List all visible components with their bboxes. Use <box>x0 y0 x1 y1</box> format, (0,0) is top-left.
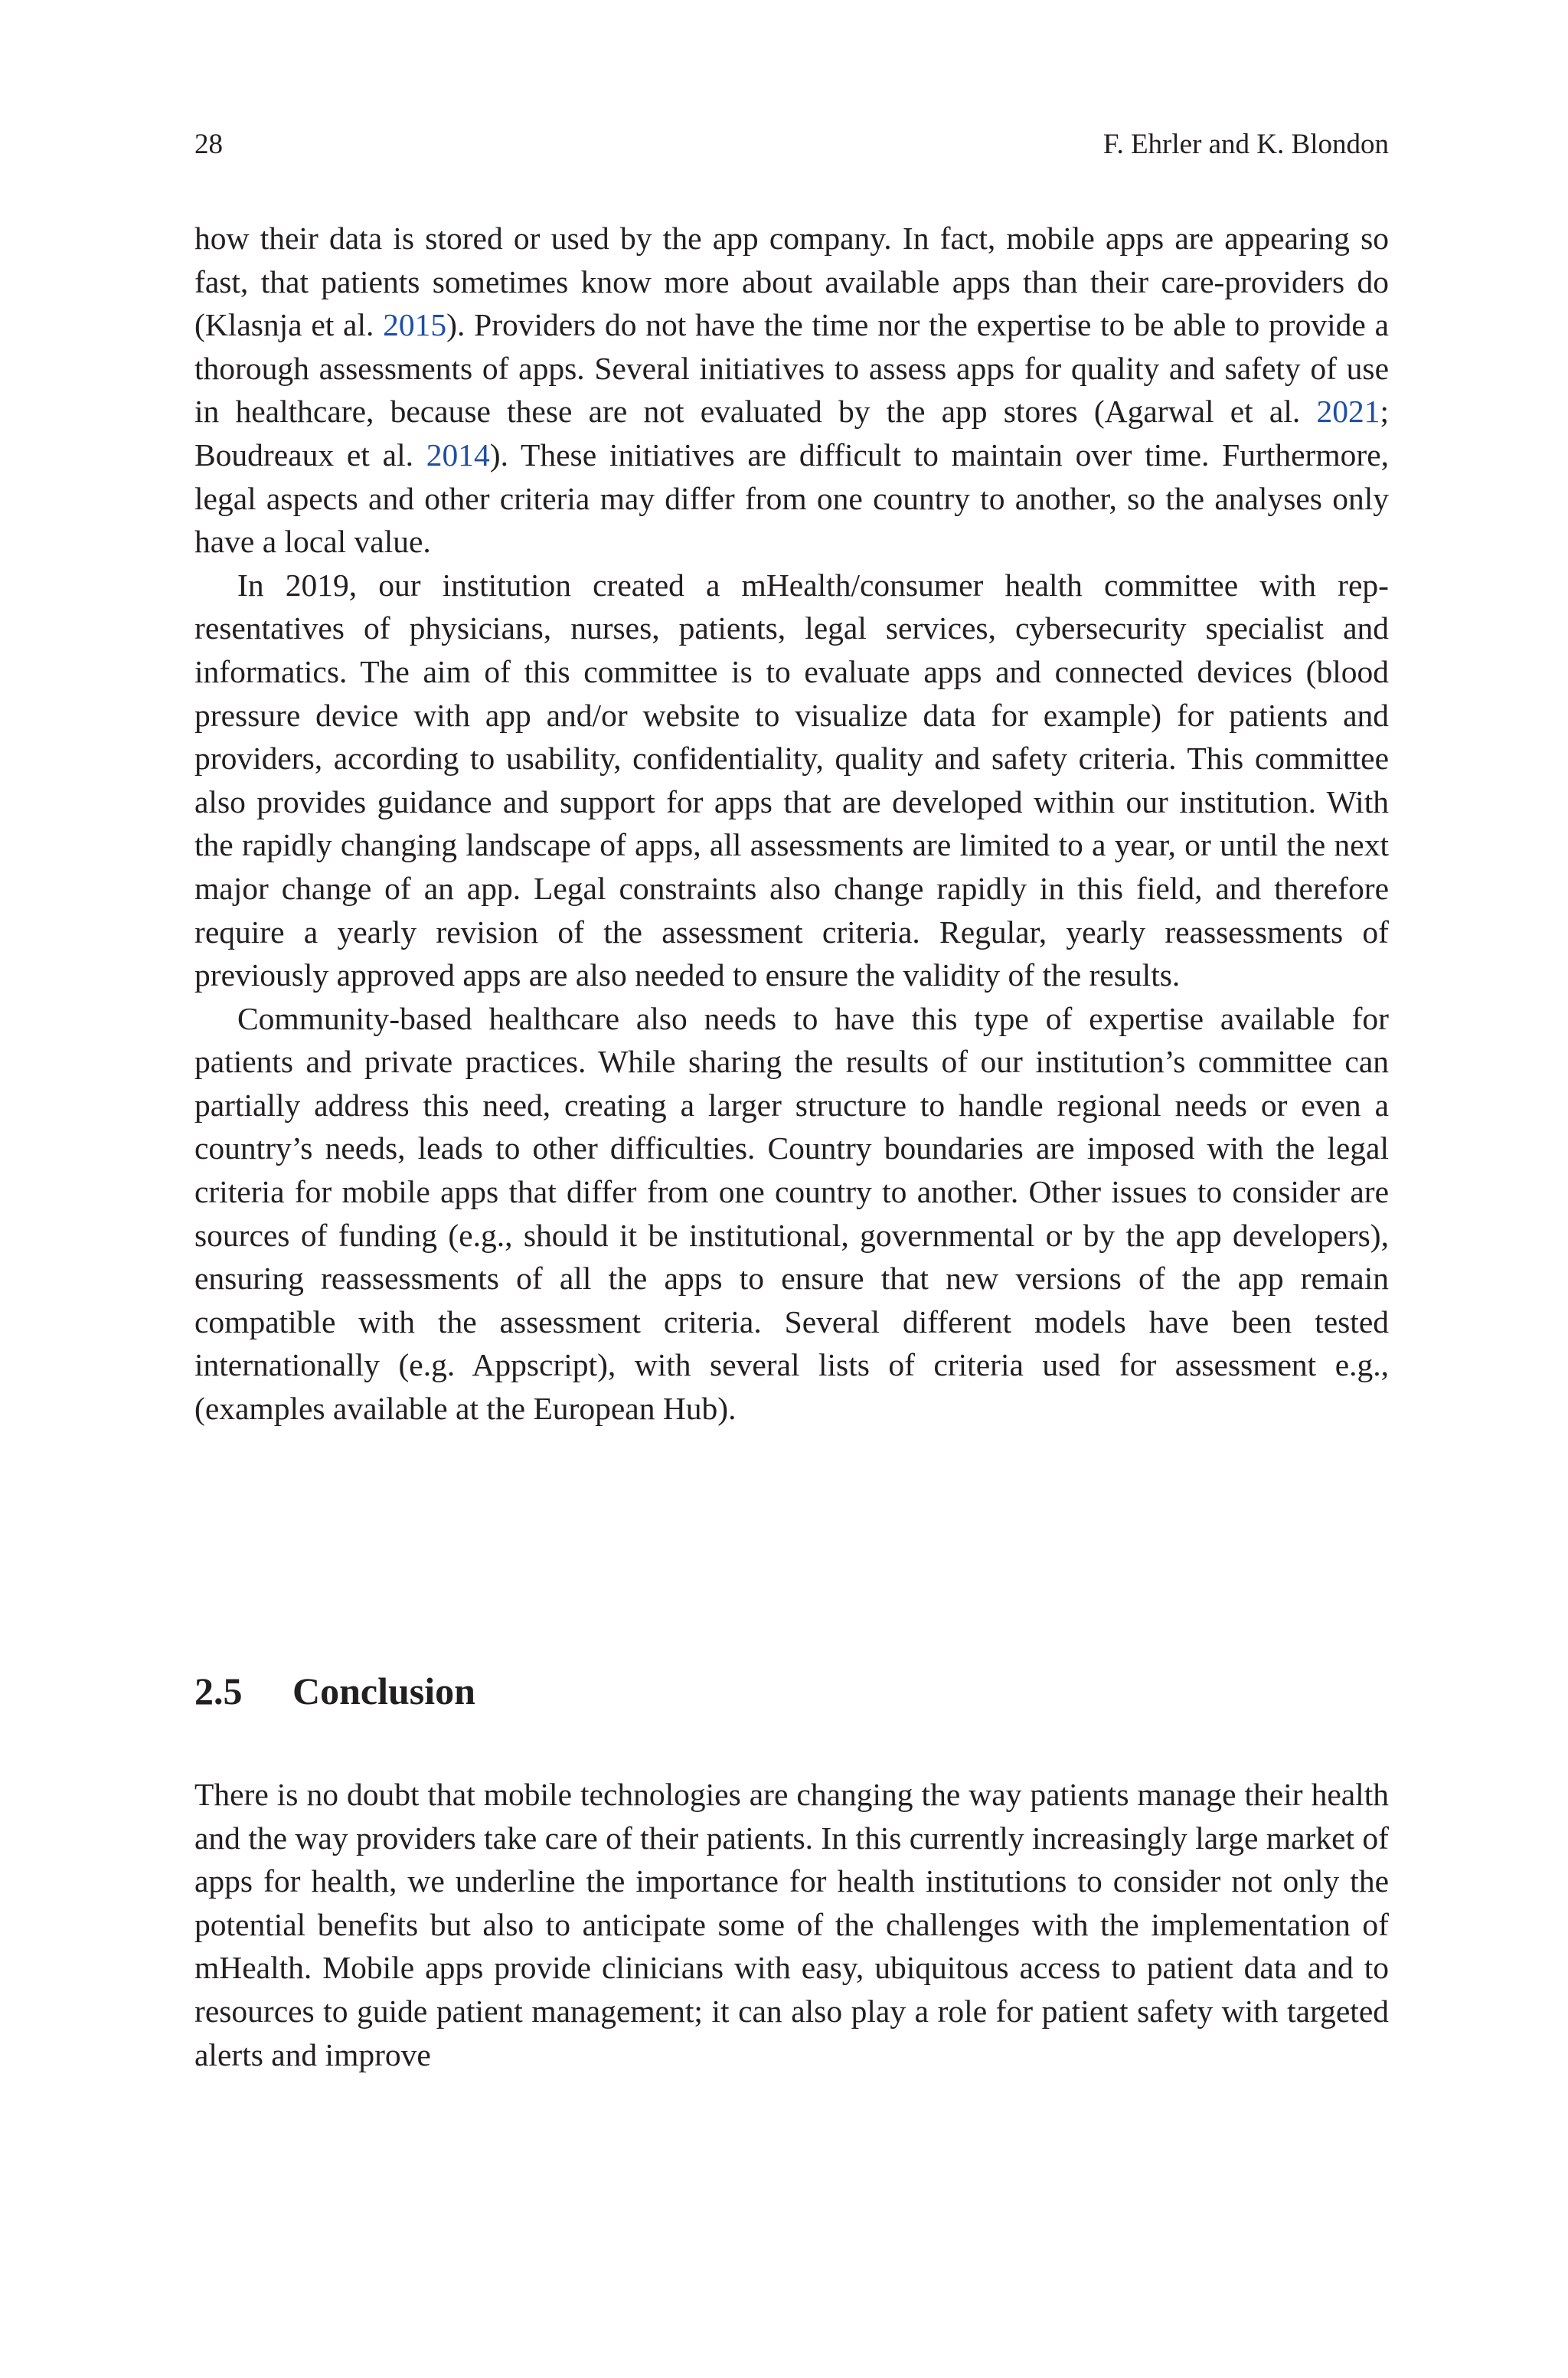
paragraph-text: how their data is stored or used by the app company. In fact, mobile apps are appearing so fast, that patients sometimes know more about available apps than their care-providers do (Klasnja et al. <box>194 221 1389 343</box>
paragraph-text: ). These initiatives are difficult to maintain over time. Furthermore, legal aspects and other criteria may differ from one country to another, so the analyses only have a local value. <box>194 437 1389 560</box>
section-heading <box>194 1667 475 1716</box>
section-number: 2.5 <box>194 1670 243 1712</box>
page-number: 28 <box>194 129 223 160</box>
section-title: Conclusion <box>292 1670 475 1712</box>
citation-link-agarwal-2021[interactable]: 2021 <box>1316 394 1380 430</box>
paragraph-community-healthcare: Community-based healthcare also needs to have this type of expertise available for patients and private practices. While sharing the results of our institution’s committee can partially address this need, creating a larger structure to handle regional needs or even a country’s needs, leads to other difficulties. Country boundaries are imposed with the legal criteria for mobile apps that differ from one country to another. Other issues to consider are sources of funding (e.g., should it be institutional, governmental or by the app developers), ensuring reassessments of all the apps to ensure that new versions of the app remain compatible with the assessment criteria. Several different models have been tested internationally (e.g. Appscript), with several lists of criteria used for assessment e.g., (examples available at the European Hub). <box>194 1000 1389 1427</box>
paragraph-conclusion: There is no doubt that mobile technologies are changing the way patients manage their health and the way providers take care of their patients. In this currently increasingly large market of apps for health, we underline the importance for health institutions to consider not only the potential benefits but also to anticipate some of the challenges with the implementation of mHealth. Mobile apps provide clinicians with easy, ubiquitous access to patient data and to resources to guide patient management; it can also play a role for patient safety with targeted alerts and improve <box>194 1777 1389 2072</box>
body-text <box>194 217 1389 1431</box>
paragraph-continued <box>194 217 1389 564</box>
running-head-authors: F. Ehrler and K. Blondon <box>1102 129 1389 160</box>
citation-link-boudreaux-2014[interactable]: 2014 <box>426 437 490 473</box>
citation-link-klasnja-2015[interactable]: 2015 <box>383 307 447 343</box>
paragraph-text: ; Boudreaux et al. <box>194 394 1389 473</box>
paragraph-committee: In 2019, our institution created a mHealth/consumer health committee with representatives of physicians, nurses, patients, legal services, cybersecurity specialist and informatics. The aim of this committee is to evaluate apps and connected devices (blood pressure device with app and/or website to visualize data for example) for patients and providers, according to usability, confidentiality, quality and safety criteria. This committee also provides guidance and support for apps that are developed within our institution. With the rapidly changing landscape of apps, all assessments are limited to a year, or until the next major change of an app. Legal constraints also change rapidly in this field, and therefore require a yearly revision of the assessment criteria. Regular, yearly reassessments of previously approved apps are also needed to ensure the validity of the results. <box>194 567 1389 993</box>
conclusion-text <box>194 1773 1389 2076</box>
paragraph-text: ). Providers do not have the time nor the expertise to be able to provide a thorough assessments of apps. Several initiatives to assess apps for quality and safety of use in healthcare, because these are not evaluated by the app stores (Agarwal et al. <box>194 307 1389 430</box>
running-head <box>194 126 1389 164</box>
